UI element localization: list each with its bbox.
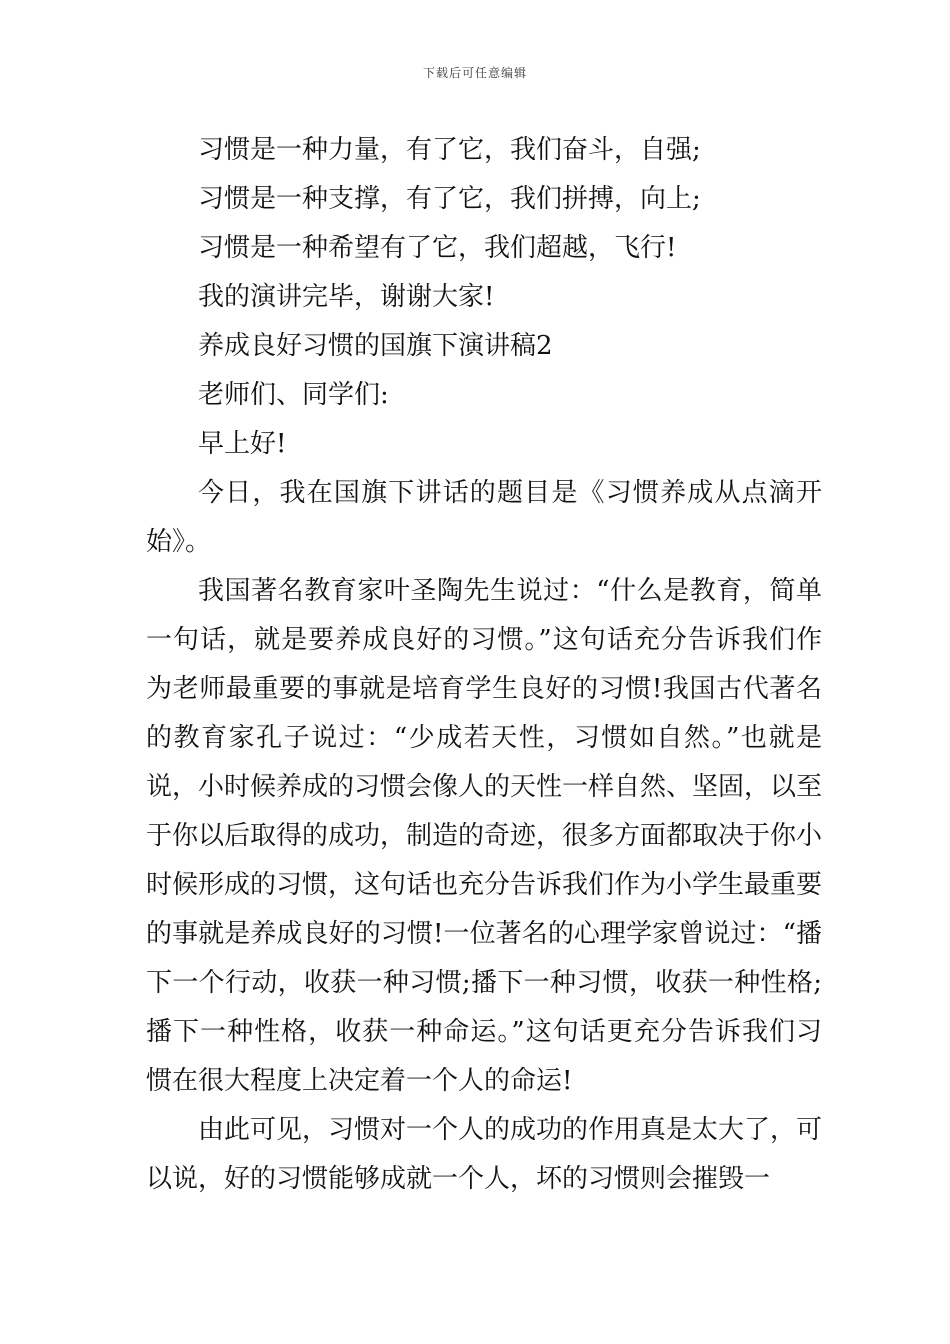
paragraph: 我国著名教育家叶圣陶先生说过：“什么是教育，简单一句话，就是要养成良好的习惯。”这句话充分告诉我们作为老师最重要的事就是培育学生良好的习惯!我国古代著名的教育家孔子说过：“少成若天性，习惯如自然。”也就是说，小时候养成的习惯会像人的天性一样自然、坚固，以至于你以后取得的成功，制造的奇迹，很多方面都取决于你小时候形成的习惯，这句话也充分告诉我们作为小学生最重要的事就是养成良好的习惯!一位著名的心理学家曾说过：“播下一个行动，收获一种习惯;播下一种习惯，收获一种性格;播下一种性格，收获一种命运。”这句话更充分告诉我们习惯在很大程度上决定着一个人的命运!: [146, 576, 823, 1096]
salutation: 老师们、同学们:: [198, 380, 389, 410]
greeting: 早上好!: [198, 429, 287, 459]
paragraph: 今日，我在国旗下讲话的题目是《习惯养成从点滴开始》。: [146, 478, 822, 557]
text-line: 习惯是一种希望有了它，我们超越，飞行!: [198, 233, 677, 263]
paragraph: 由此可见，习惯对一个人的成功的作用真是太大了，可以说，好的习惯能够成就一个人，坏的习惯则会摧毁一: [146, 1115, 823, 1194]
document-body: [146, 126, 822, 1204]
page-header: 下载后可任意编辑: [422, 66, 527, 80]
text-line: 习惯是一种支撑，有了它，我们拼搏，向上;: [198, 184, 701, 214]
section-title: 养成良好习惯的国旗下演讲稿2: [198, 331, 553, 361]
text-line: 我的演讲完毕，谢谢大家!: [198, 282, 495, 312]
text-line: 习惯是一种力量，有了它，我们奋斗，自强;: [198, 135, 701, 165]
